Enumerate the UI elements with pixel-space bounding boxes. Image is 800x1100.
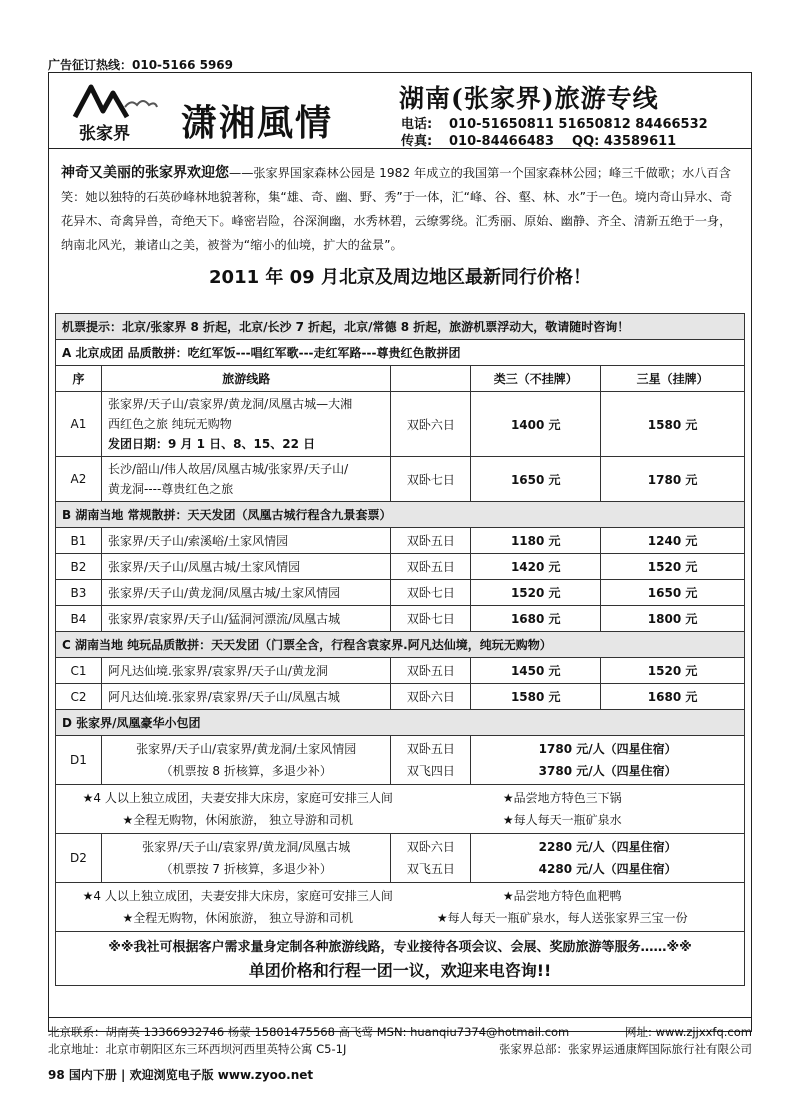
route-line: 黄龙洞----尊贵红色之旅 — [107, 482, 234, 496]
headquarters: 张家界总部：张家界运通康辉国际旅行社有限公司 — [499, 1042, 752, 1056]
row-route — [101, 457, 391, 502]
fax-number: 010-84466483 — [449, 134, 554, 149]
notice-line1: ※※我社可根据客户需求量身定制各种旅游线路，专业接待各项会议、会展、奖励旅游等服务……※※ — [108, 940, 692, 955]
route-line: 张家界/天子山/袁家界/黄龙洞/凤凰古城—大湘 — [107, 397, 353, 411]
website: 网址: www.zjjxxfq.com — [625, 1025, 752, 1039]
row-price-star3: 1780 元 — [601, 457, 745, 502]
row-price-star3: 1520 元 — [601, 554, 745, 580]
row-price-star3: 1650 元 — [601, 580, 745, 606]
contact-bar — [48, 1017, 752, 1058]
row-price — [471, 834, 745, 883]
row-route: 张家界/袁家界/天子山/猛洞河漂流/凤凰古城 — [101, 606, 391, 632]
feature-item: ★品尝地方特色血粑鸭 — [502, 889, 622, 903]
row-days — [391, 736, 471, 785]
ticket-tip-row — [56, 314, 745, 340]
notice-row — [56, 932, 745, 986]
days-line: 双飞四日 — [406, 764, 455, 778]
days-line: 双飞五日 — [406, 862, 455, 876]
page-footer: 98 国内下册 | 欢迎浏览电子版 www.zyoo.net — [48, 1068, 314, 1082]
section-d-row — [56, 710, 745, 736]
ad-hotline: 广告征订热线：010-5166 5969 — [48, 58, 234, 72]
row-no: A2 — [56, 457, 102, 502]
table-header-row — [56, 366, 745, 392]
phone-label: 电话: — [401, 117, 433, 132]
row-days: 双卧七日 — [391, 580, 471, 606]
ad-header — [49, 73, 751, 149]
row-price-class3: 1420 元 — [471, 554, 601, 580]
row-price — [471, 736, 745, 785]
row-route: 张家界/天子山/凤凰古城/土家风情园 — [101, 554, 391, 580]
mountain-logo-icon — [69, 83, 161, 123]
table-row — [56, 580, 745, 606]
row-days: 双卧七日 — [391, 457, 471, 502]
phone-numbers: 010-51650811 51650812 84466532 — [449, 117, 708, 132]
col-route: 旅游线路 — [101, 366, 391, 392]
row-no: D2 — [56, 834, 102, 883]
line-title: 湖南(张家界)旅游专线 — [399, 84, 659, 113]
route-line: （机票按 7 折核算，多退少补） — [160, 862, 332, 876]
section-a-title: A 北京成团 品质散拼：吃红军饭---唱红军歌---走红军路---尊贵红色散拼团 — [56, 340, 745, 366]
section-c-row — [56, 632, 745, 658]
table-row — [56, 684, 745, 710]
price-line: 3780 元/人（四星住宿） — [538, 764, 677, 778]
row-route: 张家界/天子山/黄龙洞/凤凰古城/土家风情园 — [101, 580, 391, 606]
row-no: B2 — [56, 554, 102, 580]
section-c-title: C 湖南当地 纯玩品质散拼：天天发团（门票全含，行程含袁家界.阿凡达仙境，纯玩无购物） — [56, 632, 745, 658]
price-line: 2280 元/人（四星住宿） — [538, 840, 677, 854]
price-title: 2011 年 09 月北京及周边地区最新同行价格！ — [209, 267, 591, 288]
table-row — [56, 554, 745, 580]
ad-frame — [48, 72, 752, 1032]
col-star3: 三星（挂牌） — [601, 366, 745, 392]
intro-lead: 神奇又美丽的张家界欢迎您 — [61, 165, 229, 181]
days-line: 双卧五日 — [406, 742, 455, 756]
section-d-title: D 张家界/凤凰豪华小包团 — [56, 710, 745, 736]
row-days: 双卧六日 — [391, 684, 471, 710]
col-no: 序 — [56, 366, 102, 392]
qq-number: QQ: 43589611 — [572, 134, 677, 149]
row-route — [101, 834, 391, 883]
table-row — [56, 528, 745, 554]
row-no: B3 — [56, 580, 102, 606]
section-a-row — [56, 340, 745, 366]
route-line: 张家界/天子山/袁家界/黄龙洞/凤凰古城 — [142, 840, 351, 854]
price-line: 4280 元/人（四星住宿） — [538, 862, 677, 876]
row-days: 双卧五日 — [391, 658, 471, 684]
route-line: （机票按 8 折核算，多退少补） — [160, 764, 332, 778]
route-line: 西红色之旅 纯玩无购物 — [107, 417, 232, 431]
route-dates: 发团日期：9 月 1 日、8、15、22 日 — [107, 437, 316, 451]
d2-features-row — [56, 883, 745, 932]
notice-box — [56, 932, 745, 986]
table-row — [56, 457, 745, 502]
row-price-star3: 1580 元 — [601, 392, 745, 457]
row-price-class3: 1580 元 — [471, 684, 601, 710]
beijing-address: 北京地址：北京市朝阳区东三环西坝河西里英特公寓 C5-1J — [48, 1042, 347, 1056]
beijing-contact: 北京联系：胡南英 13366932746 杨蒙 15801475568 高飞莺 MSN: huanqiu7374@hotmail.com — [48, 1025, 570, 1039]
feature-item: ★4 人以上独立成团，夫妻安排大床房，家庭可安排三人间 — [82, 889, 393, 903]
row-price-star3: 1240 元 — [601, 528, 745, 554]
feature-item: ★每人每天一瓶矿泉水 — [502, 813, 622, 827]
intro-paragraph — [61, 161, 741, 257]
row-route: 阿凡达仙境.张家界/袁家界/天子山/黄龙洞 — [101, 658, 391, 684]
days-line: 双卧六日 — [406, 840, 455, 854]
row-no: C1 — [56, 658, 102, 684]
row-no: B1 — [56, 528, 102, 554]
fax-label: 传真: — [401, 134, 433, 149]
row-price-class3: 1180 元 — [471, 528, 601, 554]
intro-body: ——张家界国家森林公园是 1982 年成立的我国第一个国家森林公园；峰三千做歌；水八百含笑：她以独特的石英砂峰林地貌著称，集“雄、奇、幽、野、秀”于一体，汇“峰、谷、壑、林、水”于一色。境内奇山异水、奇花异木、奇禽异兽，奇绝天下。峰密岩险，谷深涧幽，水秀林碧，云缭雾绕。汇秀丽、原始、幽静、齐全、清新五绝于一身，纳南北风光，兼诸山之美，被誉为“缩小的仙境，扩大的盆景”。 — [61, 166, 733, 252]
row-days: 双卧六日 — [391, 392, 471, 457]
row-price-star3: 1800 元 — [601, 606, 745, 632]
feature-item: ★每人每天一瓶矿泉水，每人送张家界三宝一份 — [436, 911, 688, 925]
d1-features — [56, 785, 745, 834]
row-route — [101, 736, 391, 785]
row-route: 张家界/天子山/索溪峪/土家风情园 — [101, 528, 391, 554]
feature-item: ★4 人以上独立成团，夫妻安排大床房，家庭可安排三人间 — [82, 791, 393, 805]
row-no: A1 — [56, 392, 102, 457]
fax-line — [401, 130, 676, 149]
row-no: B4 — [56, 606, 102, 632]
row-price-class3: 1650 元 — [471, 457, 601, 502]
row-price-class3: 1680 元 — [471, 606, 601, 632]
row-days — [391, 834, 471, 883]
brand-name: 潇湘風情 — [181, 102, 334, 144]
row-route — [101, 392, 391, 457]
route-line: 张家界/天子山/袁家界/黄龙洞/土家风情园 — [136, 742, 357, 756]
col-class3: 类三（不挂牌） — [471, 366, 601, 392]
section-b-row — [56, 502, 745, 528]
feature-item: ★全程无购物，休闲旅游， 独立导游和司机 — [122, 813, 354, 827]
feature-item: ★品尝地方特色三下锅 — [502, 791, 622, 805]
price-table — [55, 313, 745, 986]
notice-line2: 单团价格和行程一团一议，欢迎来电咨询!! — [248, 961, 552, 980]
d2-features — [56, 883, 745, 932]
row-days: 双卧五日 — [391, 554, 471, 580]
table-row — [56, 834, 745, 883]
contact-row — [48, 1041, 752, 1058]
logo-text: 张家界 — [79, 124, 130, 144]
row-days: 双卧五日 — [391, 528, 471, 554]
row-days: 双卧七日 — [391, 606, 471, 632]
table-row — [56, 736, 745, 785]
section-b-title: B 湖南当地 常规散拼：天天发团（凤凰古城行程含九景套票） — [56, 502, 745, 528]
row-price-class3: 1520 元 — [471, 580, 601, 606]
ticket-tip: 机票提示：北京/张家界 8 折起，北京/长沙 7 折起，北京/常德 8 折起，旅游机票浮动大，敬请随时咨询！ — [56, 314, 745, 340]
feature-item: ★全程无购物，休闲旅游， 独立导游和司机 — [122, 911, 354, 925]
table-row — [56, 606, 745, 632]
row-no: C2 — [56, 684, 102, 710]
row-price-class3: 1450 元 — [471, 658, 601, 684]
logo — [69, 83, 161, 144]
route-line: 长沙/韶山/伟人故居/凤凰古城/张家界/天子山/ — [107, 462, 349, 476]
col-days — [391, 366, 471, 392]
table-row — [56, 392, 745, 457]
row-price-star3: 1680 元 — [601, 684, 745, 710]
row-price-star3: 1520 元 — [601, 658, 745, 684]
price-line: 1780 元/人（四星住宿） — [538, 742, 677, 756]
table-row — [56, 658, 745, 684]
row-price-class3: 1400 元 — [471, 392, 601, 457]
d1-features-row — [56, 785, 745, 834]
row-route: 阿凡达仙境.张家界/袁家界/天子山/凤凰古城 — [101, 684, 391, 710]
contact-row — [48, 1024, 752, 1041]
row-no: D1 — [56, 736, 102, 785]
